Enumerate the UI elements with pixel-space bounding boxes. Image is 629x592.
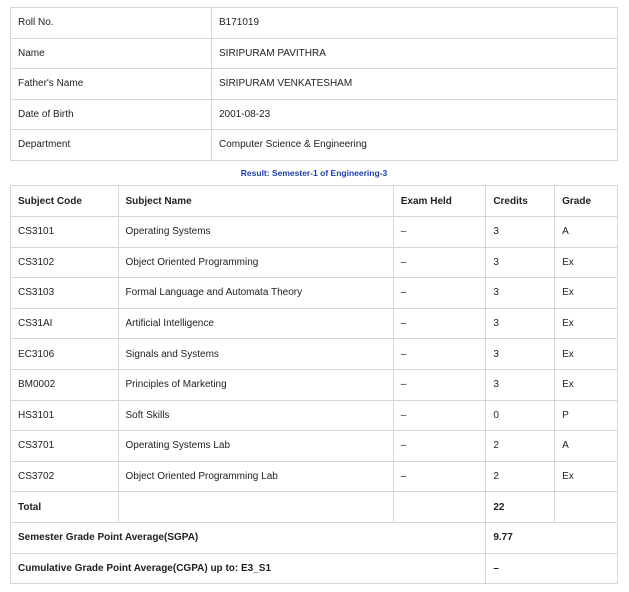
table-row <box>11 400 618 431</box>
total-blank <box>393 492 486 523</box>
subject-code: CS3102 <box>11 247 119 278</box>
grade: A <box>555 431 618 462</box>
subject-name: Soft Skills <box>118 400 393 431</box>
subject-code: CS3701 <box>11 431 119 462</box>
grade: Ex <box>555 247 618 278</box>
header-exam-held: Exam Held <box>393 186 486 217</box>
table-row <box>11 308 618 339</box>
name-row <box>11 38 618 69</box>
subject-code: CS3103 <box>11 278 119 309</box>
sgpa-label: Semester Grade Point Average(SGPA) <box>11 522 486 553</box>
total-blank <box>555 492 618 523</box>
subject-code: CS3702 <box>11 461 119 492</box>
exam-held: – <box>393 369 486 400</box>
table-row <box>11 217 618 248</box>
grade: Ex <box>555 278 618 309</box>
exam-held: – <box>393 308 486 339</box>
subject-code: CS31AI <box>11 308 119 339</box>
dob-label: Date of Birth <box>11 99 212 130</box>
father-row <box>11 69 618 100</box>
subject-name: Operating Systems <box>118 217 393 248</box>
credits: 3 <box>486 339 555 370</box>
roll-label: Roll No. <box>11 8 212 39</box>
credits: 3 <box>486 369 555 400</box>
subject-name: Artificial Intelligence <box>118 308 393 339</box>
total-blank <box>118 492 393 523</box>
subject-name: Principles of Marketing <box>118 369 393 400</box>
subject-name: Signals and Systems <box>118 339 393 370</box>
exam-held: – <box>393 247 486 278</box>
table-row <box>11 278 618 309</box>
total-row <box>11 492 618 523</box>
credits: 3 <box>486 217 555 248</box>
dept-label: Department <box>11 130 212 161</box>
exam-held: – <box>393 400 486 431</box>
header-credits: Credits <box>486 186 555 217</box>
exam-held: – <box>393 461 486 492</box>
table-row <box>11 247 618 278</box>
grade: P <box>555 400 618 431</box>
cgpa-label: Cumulative Grade Point Average(CGPA) up to: E3_S1 <box>11 553 486 584</box>
roll-row <box>11 8 618 39</box>
grade: A <box>555 217 618 248</box>
exam-held: – <box>393 278 486 309</box>
subject-name: Operating Systems Lab <box>118 431 393 462</box>
subject-code: EC3106 <box>11 339 119 370</box>
grade: Ex <box>555 339 618 370</box>
roll-value: B171019 <box>212 8 618 39</box>
subject-name: Formal Language and Automata Theory <box>118 278 393 309</box>
header-subject-code: Subject Code <box>11 186 119 217</box>
father-value: SIRIPURAM VENKATESHAM <box>212 69 618 100</box>
grade: Ex <box>555 308 618 339</box>
credits: 2 <box>486 431 555 462</box>
exam-held: – <box>393 339 486 370</box>
subject-code: CS3101 <box>11 217 119 248</box>
credits: 0 <box>486 400 555 431</box>
name-label: Name <box>11 38 212 69</box>
marks-header-row <box>11 186 618 217</box>
credits: 3 <box>486 278 555 309</box>
cgpa-value: – <box>486 553 618 584</box>
credits: 2 <box>486 461 555 492</box>
father-label: Father's Name <box>11 69 212 100</box>
table-row <box>11 461 618 492</box>
name-value: SIRIPURAM PAVITHRA <box>212 38 618 69</box>
dept-value: Computer Science & Engineering <box>212 130 618 161</box>
credits: 3 <box>486 247 555 278</box>
subject-name: Object Oriented Programming Lab <box>118 461 393 492</box>
grade: Ex <box>555 369 618 400</box>
table-row <box>11 339 618 370</box>
grade: Ex <box>555 461 618 492</box>
cgpa-row <box>11 553 618 584</box>
dept-row <box>11 130 618 161</box>
exam-held: – <box>393 431 486 462</box>
table-row <box>11 431 618 462</box>
credits: 3 <box>486 308 555 339</box>
marks-table <box>10 185 618 584</box>
result-title: Result: Semester-1 of Engineering-3 <box>240 168 388 178</box>
dob-row <box>11 99 618 130</box>
dob-value: 2001-08-23 <box>212 99 618 130</box>
table-row <box>11 369 618 400</box>
sgpa-row <box>11 522 618 553</box>
subject-code: HS3101 <box>11 400 119 431</box>
total-credits: 22 <box>486 492 555 523</box>
total-label: Total <box>11 492 119 523</box>
sgpa-value: 9.77 <box>486 522 618 553</box>
subject-code: BM0002 <box>11 369 119 400</box>
subject-name: Object Oriented Programming <box>118 247 393 278</box>
header-grade: Grade <box>555 186 618 217</box>
student-info-table <box>10 7 618 161</box>
header-subject-name: Subject Name <box>118 186 393 217</box>
exam-held: – <box>393 217 486 248</box>
